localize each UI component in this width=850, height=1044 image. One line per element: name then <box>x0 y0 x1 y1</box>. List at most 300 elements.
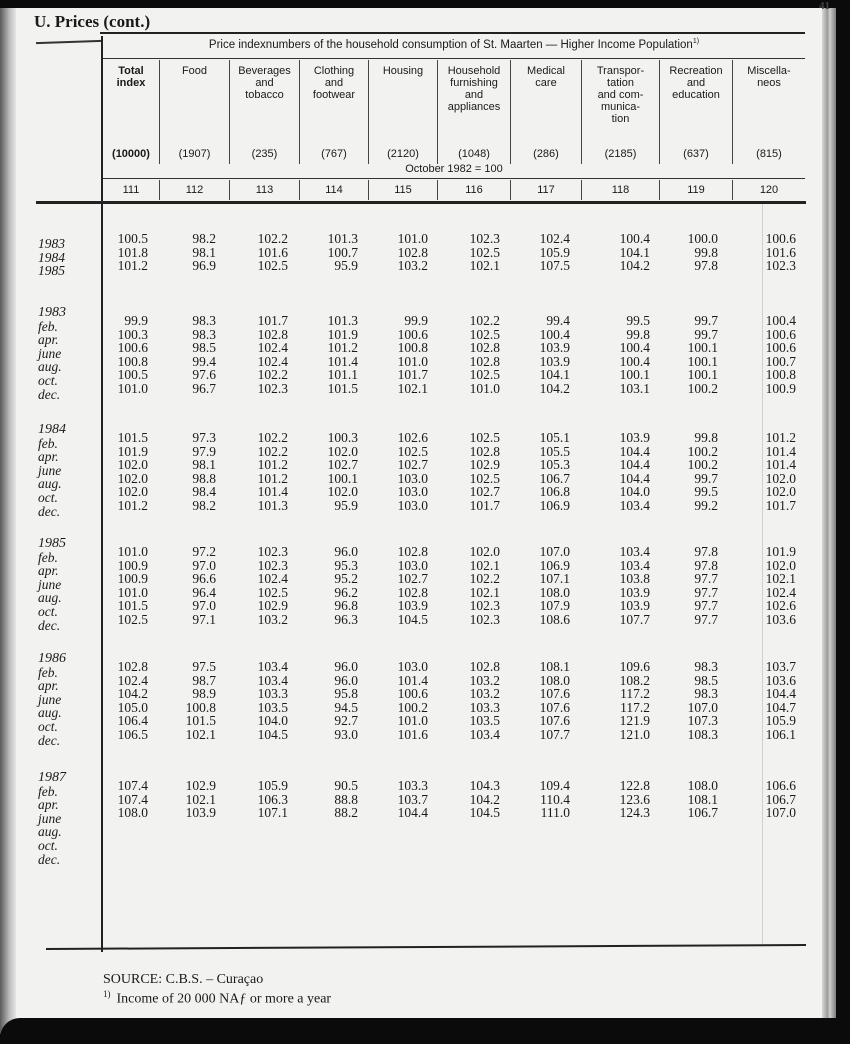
row-label: dec. <box>38 732 61 748</box>
table-cell: 102.1 <box>185 791 216 807</box>
table-cell: 104.2 <box>619 258 650 274</box>
table-cell: 122.8 <box>619 778 650 793</box>
table-cell: 102.4 <box>257 353 288 369</box>
table-cell: 102.3 <box>257 544 288 559</box>
table-cell: 100.8 <box>185 699 216 715</box>
table-cell: 97.9 <box>192 443 216 459</box>
table-cell: 101.7 <box>469 498 500 513</box>
column-label <box>733 60 805 89</box>
table-cell: 97.7 <box>694 612 718 627</box>
column-number: 117 <box>511 180 582 200</box>
row-label: feb. <box>38 783 58 799</box>
table-cell: 107.6 <box>539 699 570 715</box>
table-cell: 100.9 <box>117 571 148 587</box>
table-cell: 104.5 <box>397 612 428 627</box>
table-cell: 100.2 <box>687 381 718 396</box>
column-label <box>300 60 368 101</box>
row-labels <box>38 306 98 401</box>
table-cell: 111.0 <box>540 805 570 821</box>
table-cell: 103.4 <box>619 498 650 513</box>
table-cell: 107.9 <box>539 598 570 614</box>
page-edge <box>822 8 836 1034</box>
table-cell: 102.5 <box>257 584 288 600</box>
table-cell: 108.0 <box>539 584 570 600</box>
table-cell: 104.4 <box>619 470 650 486</box>
table-cell: 102.0 <box>327 484 358 500</box>
table-cell: 101.8 <box>117 244 148 260</box>
column-label <box>582 60 659 125</box>
table-cell: 101.0 <box>469 381 500 396</box>
table-cell: 107.7 <box>619 612 650 627</box>
table-cell: 96.8 <box>334 598 358 614</box>
table-cell: 102.5 <box>469 326 500 342</box>
row-label: oct. <box>38 372 58 388</box>
column-label-line: tion <box>611 113 630 125</box>
table-cell: 101.6 <box>257 244 288 260</box>
table-cell: 124.3 <box>619 805 650 821</box>
table-cell: 101.2 <box>257 457 288 473</box>
table-cell: 99.9 <box>124 313 148 328</box>
column-label-line: appliances <box>447 101 501 113</box>
column-header <box>582 60 660 164</box>
table-cell: 99.2 <box>694 498 718 513</box>
table-cell: 102.8 <box>397 584 428 600</box>
table-cell: 102.8 <box>469 353 500 369</box>
table-cell: 100.1 <box>687 340 718 356</box>
row-labels <box>38 652 98 747</box>
row-label: feb. <box>38 549 58 565</box>
table-cell: 98.5 <box>694 672 718 688</box>
table-cell: 102.9 <box>469 457 500 473</box>
table-cell: 96.0 <box>334 544 358 559</box>
column-weight: (637) <box>683 148 709 160</box>
table-cell: 102.4 <box>117 672 148 688</box>
table-cell: 98.9 <box>192 686 216 702</box>
table-cell: 99.5 <box>626 313 650 328</box>
column-weight: (2185) <box>604 148 637 160</box>
table-cell: 102.2 <box>257 430 288 445</box>
table-cell: 105.5 <box>539 443 570 459</box>
table-cell: 101.7 <box>397 367 428 383</box>
table-cell: 104.7 <box>765 699 796 715</box>
table-cell: 106.3 <box>257 791 288 807</box>
table-cell: 97.3 <box>192 430 216 445</box>
table-cell: 102.0 <box>117 470 148 486</box>
row-label: june <box>38 462 62 478</box>
table-cell: 108.2 <box>619 672 650 688</box>
row-label: june <box>38 345 62 361</box>
table-cell: 103.4 <box>619 557 650 573</box>
column-label-line: and <box>324 77 344 89</box>
table-cell: 103.4 <box>257 672 288 688</box>
table-cell: 103.6 <box>765 672 796 688</box>
table-cell: 105.9 <box>765 713 796 729</box>
table-cell: 98.2 <box>192 231 216 246</box>
table-cell: 100.4 <box>539 326 570 342</box>
table-cell: 101.0 <box>117 584 148 600</box>
row-label: oct. <box>38 718 58 734</box>
table-cell: 97.8 <box>694 557 718 573</box>
column-label-line: index <box>116 77 146 89</box>
table-cell: 104.4 <box>765 686 796 702</box>
year-heading: 1986 <box>38 651 66 666</box>
table-cell: 97.5 <box>192 659 216 674</box>
table-cell: 104.0 <box>257 713 288 729</box>
table-cell: 109.4 <box>539 778 570 793</box>
column-label <box>660 60 732 101</box>
table-cell: 104.2 <box>539 381 570 396</box>
table-cell: 109.6 <box>619 659 650 674</box>
column-label-line: and <box>255 77 274 89</box>
table-cell: 102.3 <box>469 612 500 627</box>
table-cell: 117.2 <box>620 686 650 702</box>
table-cell: 98.8 <box>192 470 216 486</box>
row-labels <box>38 771 98 866</box>
table-cell: 101.0 <box>397 231 428 246</box>
table-cell: 103.3 <box>397 778 428 793</box>
row-label: june <box>38 810 62 826</box>
table-cell: 100.6 <box>397 326 428 342</box>
table-cell: 96.7 <box>192 381 216 396</box>
year-heading: 1987 <box>38 770 66 785</box>
table-cell: 95.8 <box>334 686 358 702</box>
table-cell: 93.0 <box>334 727 358 742</box>
table-cell: 101.4 <box>327 353 358 369</box>
table-cell: 102.8 <box>469 443 500 459</box>
table-cell: 103.9 <box>397 598 428 614</box>
row-label: aug. <box>38 590 62 606</box>
table-cell: 101.9 <box>327 326 358 342</box>
table-cell: 102.7 <box>397 571 428 587</box>
table-cell: 101.7 <box>257 313 288 328</box>
table-cell: 97.0 <box>192 557 216 573</box>
table-cell: 102.8 <box>469 340 500 356</box>
table-cell: 100.5 <box>117 367 148 383</box>
column-header <box>511 60 582 164</box>
row-label: dec. <box>38 503 61 519</box>
table-cell: 102.1 <box>185 727 216 742</box>
column-weight: (286) <box>533 148 559 160</box>
table-cell: 97.2 <box>192 544 216 559</box>
row-labels <box>38 423 98 518</box>
table-cell: 101.7 <box>765 498 796 513</box>
table-cell: 102.7 <box>469 484 500 500</box>
table-cell: 95.2 <box>334 571 358 587</box>
table-cell: 102.8 <box>397 544 428 559</box>
year-heading: 1984 <box>38 422 66 437</box>
table-cell: 100.6 <box>765 326 796 342</box>
column-label-line: care <box>535 77 557 89</box>
column-label <box>230 60 299 101</box>
table-cell: 108.1 <box>687 791 718 807</box>
table-cell: 103.0 <box>397 557 428 573</box>
table-cell: 92.7 <box>334 713 358 729</box>
table-cell: 102.4 <box>765 584 796 600</box>
table-cell: 100.8 <box>117 353 148 369</box>
column-label-line: Housing <box>382 65 424 77</box>
table-cell: 96.0 <box>334 659 358 674</box>
column-header <box>300 60 369 164</box>
table-cell: 98.1 <box>192 457 216 473</box>
row-label: apr. <box>38 332 59 348</box>
table-cell: 103.9 <box>185 805 216 821</box>
table-cell: 110.4 <box>540 791 570 807</box>
table-cell: 101.6 <box>765 244 796 260</box>
table-cell: 99.7 <box>694 470 718 486</box>
table-cell: 103.3 <box>469 699 500 715</box>
column-number: 115 <box>369 180 438 200</box>
column-label <box>369 60 437 77</box>
column-label-line: Food <box>181 65 208 77</box>
table-cell: 102.5 <box>469 244 500 260</box>
table-cell: 101.2 <box>765 430 796 445</box>
table-cell: 100.7 <box>765 353 796 369</box>
table-cell: 101.1 <box>327 367 358 383</box>
table-cell: 99.5 <box>694 484 718 500</box>
table-cell: 100.3 <box>327 430 358 445</box>
table-cell: 101.5 <box>117 598 148 614</box>
column-weight: (2120) <box>387 148 419 160</box>
row-label: oct. <box>38 489 58 505</box>
table-title: Price indexnumbers of the household consumption of St. Maarten — Higher Income Population$^{1)}$ <box>208 38 700 51</box>
top-rule <box>100 32 805 34</box>
column-label-line: furnishing <box>450 77 498 89</box>
column-header <box>103 60 160 164</box>
table-cell: 102.6 <box>765 598 796 614</box>
table-cell: 106.9 <box>539 557 570 573</box>
table-cell: 101.5 <box>327 381 358 396</box>
table-cell: 101.5 <box>185 713 216 729</box>
table-cell: 108.0 <box>539 672 570 688</box>
table-cell: 102.5 <box>117 612 148 627</box>
table-cell: 106.7 <box>687 805 718 821</box>
table-cell: 108.0 <box>117 805 148 821</box>
table-cell: 101.6 <box>397 727 428 742</box>
table-cell: 90.5 <box>334 778 358 793</box>
table-cell: 100.8 <box>765 367 796 383</box>
table-cell: 99.8 <box>694 244 718 260</box>
row-label: oct. <box>38 837 58 853</box>
table-cell: 102.2 <box>469 571 500 587</box>
table-cell: 104.2 <box>469 791 500 807</box>
table-cell: 98.3 <box>694 659 718 674</box>
table-cell: 97.6 <box>192 367 216 383</box>
table-cell: 102.5 <box>469 470 500 486</box>
table-cell: 104.5 <box>257 727 288 742</box>
table-cell: 97.8 <box>694 258 718 274</box>
table-cell: 102.2 <box>257 443 288 459</box>
table-cell: 102.9 <box>257 598 288 614</box>
table-cell: 99.4 <box>546 313 570 328</box>
table-cell: 102.3 <box>765 258 796 274</box>
table-cell: 108.1 <box>539 659 570 674</box>
table-cell: 102.0 <box>117 457 148 473</box>
rule <box>36 201 806 204</box>
table-cell: 108.3 <box>687 727 718 742</box>
table-cell: 106.5 <box>117 727 148 742</box>
table-cell: 100.8 <box>397 340 428 356</box>
table-cell: 100.3 <box>117 326 148 342</box>
column-label-line: tation <box>607 77 634 89</box>
table-cell: 99.7 <box>694 326 718 342</box>
table-cell: 102.2 <box>257 231 288 246</box>
table-cell: 98.5 <box>192 340 216 356</box>
table-cell: 104.5 <box>469 805 500 821</box>
table-cell: 102.1 <box>469 584 500 600</box>
column-header <box>369 60 438 164</box>
table-cell: 103.2 <box>257 612 288 627</box>
column-label-line: Transpor- <box>596 65 645 77</box>
table-cell: 100.1 <box>687 367 718 383</box>
title-rule <box>103 58 805 59</box>
table-cell: 102.3 <box>469 598 500 614</box>
table-cell: 103.0 <box>397 498 428 513</box>
table-cell: 104.4 <box>619 457 650 473</box>
column-number: 119 <box>660 180 733 200</box>
table-cell: 101.0 <box>397 713 428 729</box>
table-cell: 101.2 <box>117 498 148 513</box>
row-labels <box>38 537 98 632</box>
table-cell: 104.2 <box>117 686 148 702</box>
table-cell: 103.9 <box>539 340 570 356</box>
table-cell: 103.7 <box>765 659 796 674</box>
table-cell: 102.3 <box>469 231 500 246</box>
table-cell: 107.3 <box>687 713 718 729</box>
table-cell: 96.6 <box>192 571 216 587</box>
table-cell: 102.0 <box>327 443 358 459</box>
table-cell: 104.1 <box>539 367 570 383</box>
table-cell: 117.2 <box>620 699 650 715</box>
table-cell: 107.5 <box>539 258 570 274</box>
table-cell: 98.3 <box>192 326 216 342</box>
table-cell: 88.8 <box>334 791 358 807</box>
table-cell: 100.6 <box>765 231 796 246</box>
column-number: 118 <box>582 180 660 200</box>
table-cell: 102.5 <box>397 443 428 459</box>
table-cell: 100.1 <box>327 470 358 486</box>
column-weight: (767) <box>321 148 347 160</box>
table-cell: 101.2 <box>257 470 288 486</box>
table-cell: 99.4 <box>192 353 216 369</box>
table-cell: 100.4 <box>619 353 650 369</box>
table-cell: 100.9 <box>765 381 796 396</box>
year-heading: 1983 <box>38 305 66 320</box>
table-cell: 100.1 <box>687 353 718 369</box>
table-cell: 107.0 <box>765 805 796 821</box>
rule <box>103 178 805 179</box>
column-header <box>230 60 300 164</box>
table-cell: 101.9 <box>117 443 148 459</box>
table-cell: 100.4 <box>619 340 650 356</box>
row-label: aug. <box>38 476 62 492</box>
source-note <box>103 972 331 1007</box>
column-weight: (1048) <box>458 148 490 160</box>
table-cell: 102.8 <box>257 326 288 342</box>
table-cell: 98.7 <box>192 672 216 688</box>
column-number: 116 <box>438 180 511 200</box>
table-cell: 103.9 <box>539 353 570 369</box>
table-cell: 97.1 <box>192 612 216 627</box>
table-cell: 101.3 <box>327 231 358 246</box>
table-cell: 102.2 <box>469 313 500 328</box>
table-cell: 102.1 <box>469 557 500 573</box>
table-cell: 100.2 <box>397 699 428 715</box>
table-cell: 103.6 <box>765 612 796 627</box>
table-cell: 103.2 <box>469 686 500 702</box>
table-cell: 103.7 <box>397 791 428 807</box>
table-cell: 100.9 <box>117 557 148 573</box>
footnote: $^{1)}$ Income of 20 000 NAƒ or more a year <box>103 989 332 1007</box>
row-label: dec. <box>38 851 61 867</box>
table-cell: 102.2 <box>257 367 288 383</box>
row-label: aug. <box>38 824 62 840</box>
table-cell: 103.2 <box>397 258 428 274</box>
table-cell: 103.0 <box>397 484 428 500</box>
table-cell: 95.3 <box>334 557 358 573</box>
table-cell: 101.2 <box>327 340 358 356</box>
table-cell: 100.5 <box>117 231 148 246</box>
table-cell: 103.4 <box>257 659 288 674</box>
table-cell: 123.6 <box>619 791 650 807</box>
table-cell: 103.9 <box>619 430 650 445</box>
column-number: 113 <box>230 180 300 200</box>
table-cell: 100.7 <box>327 244 358 260</box>
row-label: 1984 <box>38 249 65 265</box>
column-label-line: and <box>464 89 484 101</box>
table-cell: 100.4 <box>619 231 650 246</box>
table-cell: 99.8 <box>626 326 650 342</box>
table-cell: 96.9 <box>192 258 216 274</box>
table-cell: 107.1 <box>257 805 288 821</box>
year-heading: 1985 <box>38 536 66 551</box>
column-label-line: Miscella- <box>747 65 791 77</box>
table-cell: 97.7 <box>694 571 718 587</box>
column-label <box>438 60 510 113</box>
table-cell: 103.5 <box>257 699 288 715</box>
column-number: 120 <box>759 184 779 196</box>
column-label <box>103 60 159 89</box>
table-cell: 103.1 <box>619 381 650 396</box>
table-cell: 102.1 <box>765 571 796 587</box>
table-cell: 101.0 <box>117 381 148 396</box>
table-cell: 102.1 <box>397 381 428 396</box>
table-cell: 102.0 <box>765 470 796 486</box>
table-cell: 105.9 <box>539 244 570 260</box>
row-label: 1985 <box>38 263 65 279</box>
table-cell: 97.7 <box>694 598 718 614</box>
source-text: SOURCE: C.B.S. – Curaçao <box>103 972 264 987</box>
row-label: apr. <box>38 449 59 465</box>
table-cell: 106.8 <box>539 484 570 500</box>
background <box>0 1018 850 1044</box>
table-cell: 98.1 <box>192 244 216 260</box>
table-cell: 98.2 <box>192 498 216 513</box>
column-label-line: Beverages <box>238 65 291 77</box>
table-cell: 103.9 <box>619 584 650 600</box>
row-label: apr. <box>38 797 59 813</box>
table-cell: 102.8 <box>117 659 148 674</box>
table-cell: 98.4 <box>192 484 216 500</box>
table-cell: 107.1 <box>539 571 570 587</box>
table-cell: 100.2 <box>687 443 718 459</box>
column-label-line: neos <box>757 77 781 89</box>
table-cell: 97.8 <box>694 544 718 559</box>
column-header <box>660 60 733 164</box>
table-cell: 100.4 <box>765 313 796 328</box>
table-cell: 99.8 <box>694 430 718 445</box>
table-cell: 98.3 <box>192 313 216 328</box>
table-cell: 101.4 <box>765 443 796 459</box>
